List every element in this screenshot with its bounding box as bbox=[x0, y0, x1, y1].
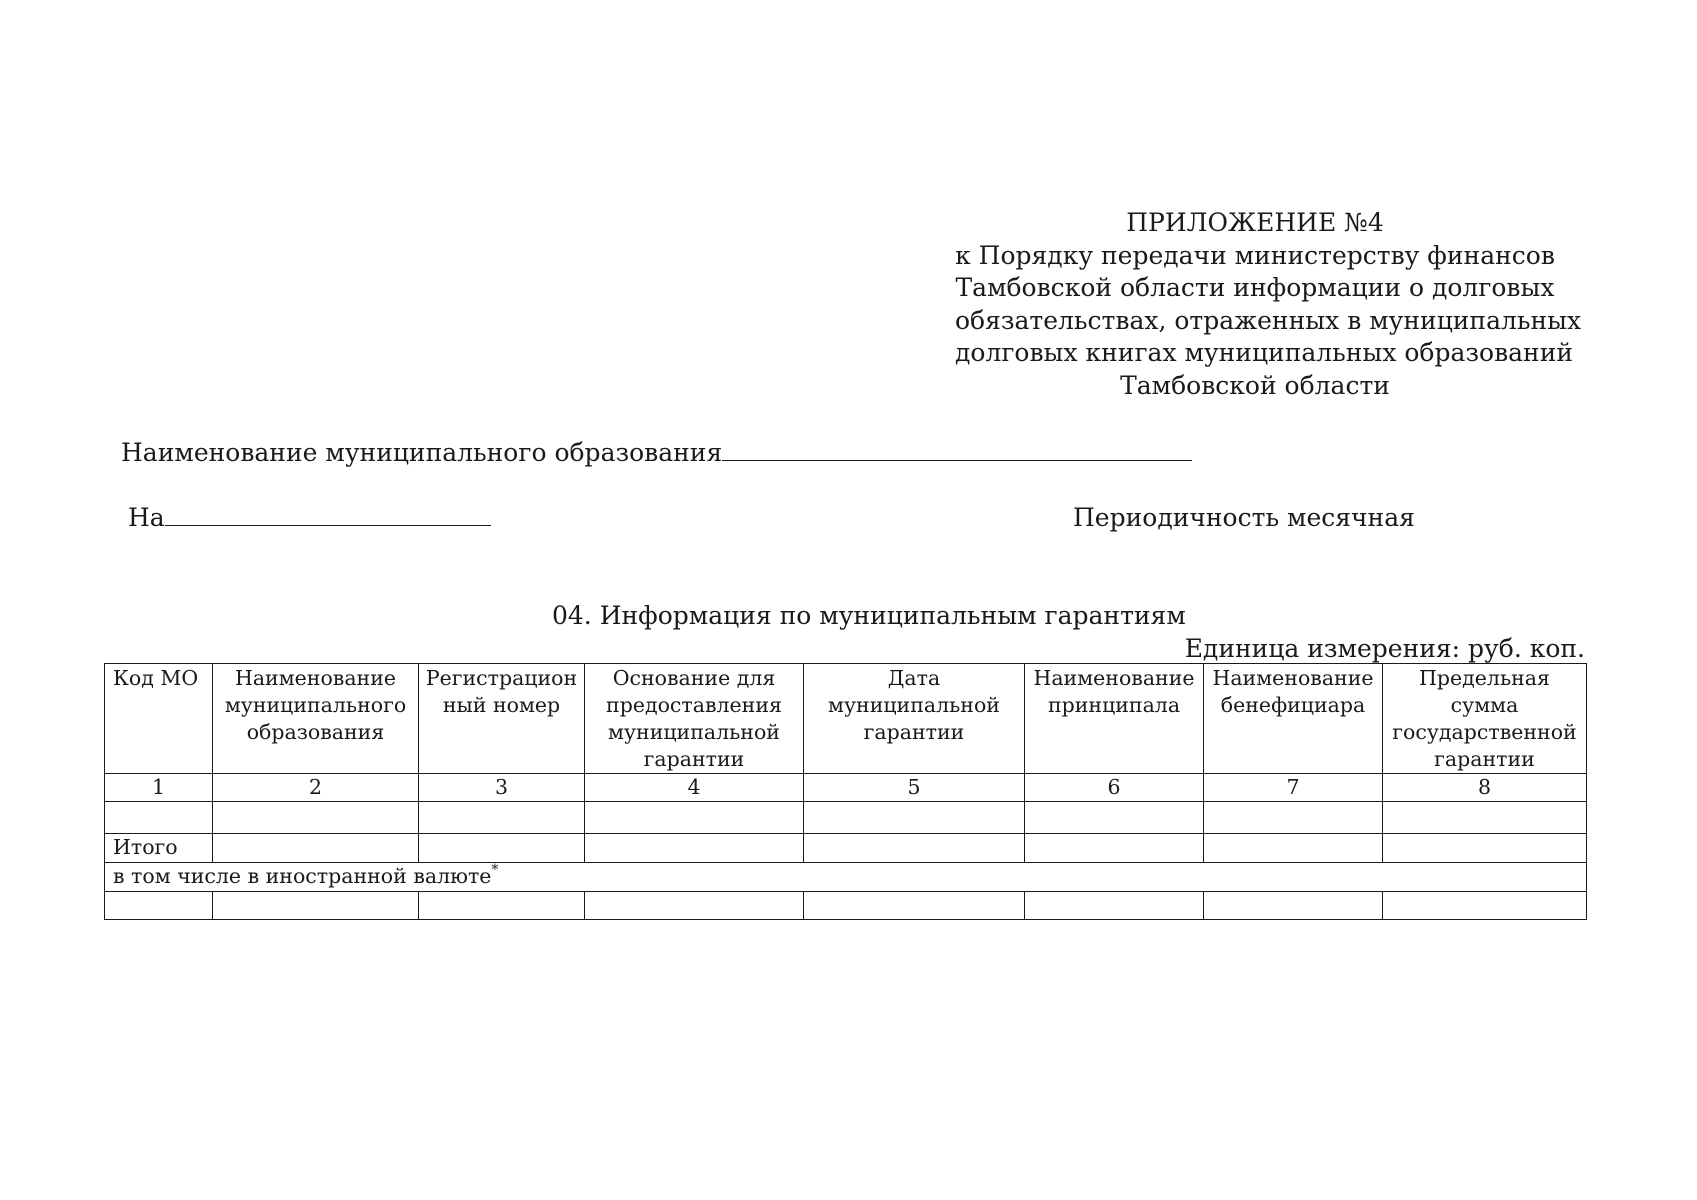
header-cell: Наименование бенефициара bbox=[1204, 664, 1383, 774]
appendix-header bbox=[955, 207, 1582, 402]
guarantees-table bbox=[104, 663, 1587, 920]
header-cell: Дата муниципальной гарантии bbox=[804, 664, 1025, 774]
mo-name-label: Наименование муниципального образования bbox=[121, 438, 723, 467]
header-cell: Предельная сумма государственной гарантии bbox=[1383, 664, 1587, 774]
appendix-line: к Порядку передачи министерству финансов bbox=[955, 240, 1555, 270]
table-cell[interactable] bbox=[213, 892, 419, 920]
table-cell[interactable] bbox=[804, 834, 1025, 863]
periodicity-text: Периодичность месячная bbox=[1073, 503, 1415, 532]
date-field bbox=[128, 503, 491, 532]
column-number: 2 bbox=[213, 774, 419, 802]
table-cell[interactable] bbox=[804, 892, 1025, 920]
mo-name-field bbox=[121, 438, 1192, 467]
total-row bbox=[105, 834, 1587, 863]
data-row bbox=[105, 802, 1587, 834]
date-label: На bbox=[128, 503, 165, 532]
table-cell[interactable] bbox=[1383, 892, 1587, 920]
column-number: 5 bbox=[804, 774, 1025, 802]
unit-of-measure: Единица измерения: руб. коп. bbox=[1184, 634, 1585, 663]
total-label: Итого bbox=[105, 834, 213, 863]
table-cell[interactable] bbox=[585, 834, 804, 863]
mo-name-blank[interactable] bbox=[722, 438, 1192, 461]
header-row bbox=[105, 664, 1587, 774]
table-cell[interactable] bbox=[105, 892, 213, 920]
appendix-title: ПРИЛОЖЕНИЕ №4 bbox=[1126, 208, 1384, 237]
table-cell[interactable] bbox=[419, 802, 585, 834]
table-cell[interactable] bbox=[1025, 834, 1204, 863]
table-cell[interactable] bbox=[1204, 802, 1383, 834]
table-cell[interactable] bbox=[1025, 892, 1204, 920]
header-cell: Регистрацион ный номер bbox=[419, 664, 585, 774]
footnote-mark: * bbox=[491, 862, 499, 878]
header-cell: Наименование муниципального образования bbox=[213, 664, 419, 774]
column-number: 1 bbox=[105, 774, 213, 802]
section-title: 04. Информация по муниципальным гарантиям bbox=[552, 601, 1186, 630]
header-cell: Код МО bbox=[105, 664, 213, 774]
table-cell[interactable] bbox=[1383, 834, 1587, 863]
data-row bbox=[105, 892, 1587, 920]
foreign-currency-label bbox=[105, 863, 1587, 892]
table-cell[interactable] bbox=[1025, 802, 1204, 834]
column-number-row bbox=[105, 774, 1587, 802]
table-cell[interactable] bbox=[585, 892, 804, 920]
table-cell[interactable] bbox=[419, 834, 585, 863]
date-blank[interactable] bbox=[165, 503, 491, 526]
table-cell[interactable] bbox=[419, 892, 585, 920]
appendix-line: обязательствах, отраженных в муниципальных bbox=[955, 305, 1582, 335]
column-number: 6 bbox=[1025, 774, 1204, 802]
foreign-currency-row bbox=[105, 863, 1587, 892]
appendix-line: Тамбовской области bbox=[1120, 370, 1390, 400]
column-number: 7 bbox=[1204, 774, 1383, 802]
foreign-currency-text: в том числе в иностранной валюте bbox=[113, 864, 492, 888]
header-cell: Основание для предоставления муниципальной гарантии bbox=[585, 664, 804, 774]
column-number: 8 bbox=[1383, 774, 1587, 802]
appendix-line: долговых книгах муниципальных образований bbox=[955, 338, 1574, 367]
column-number: 3 bbox=[419, 774, 585, 802]
table-cell[interactable] bbox=[585, 802, 804, 834]
table-cell[interactable] bbox=[1204, 892, 1383, 920]
table-cell[interactable] bbox=[804, 802, 1025, 834]
table-cell[interactable] bbox=[213, 802, 419, 834]
table-cell[interactable] bbox=[213, 834, 419, 863]
column-number: 4 bbox=[585, 774, 804, 802]
table-cell[interactable] bbox=[1383, 802, 1587, 834]
table-cell[interactable] bbox=[105, 802, 213, 834]
table-cell[interactable] bbox=[1204, 834, 1383, 863]
header-cell: Наименование принципала bbox=[1025, 664, 1204, 774]
appendix-line: Тамбовской области информации о долговых bbox=[955, 273, 1555, 302]
